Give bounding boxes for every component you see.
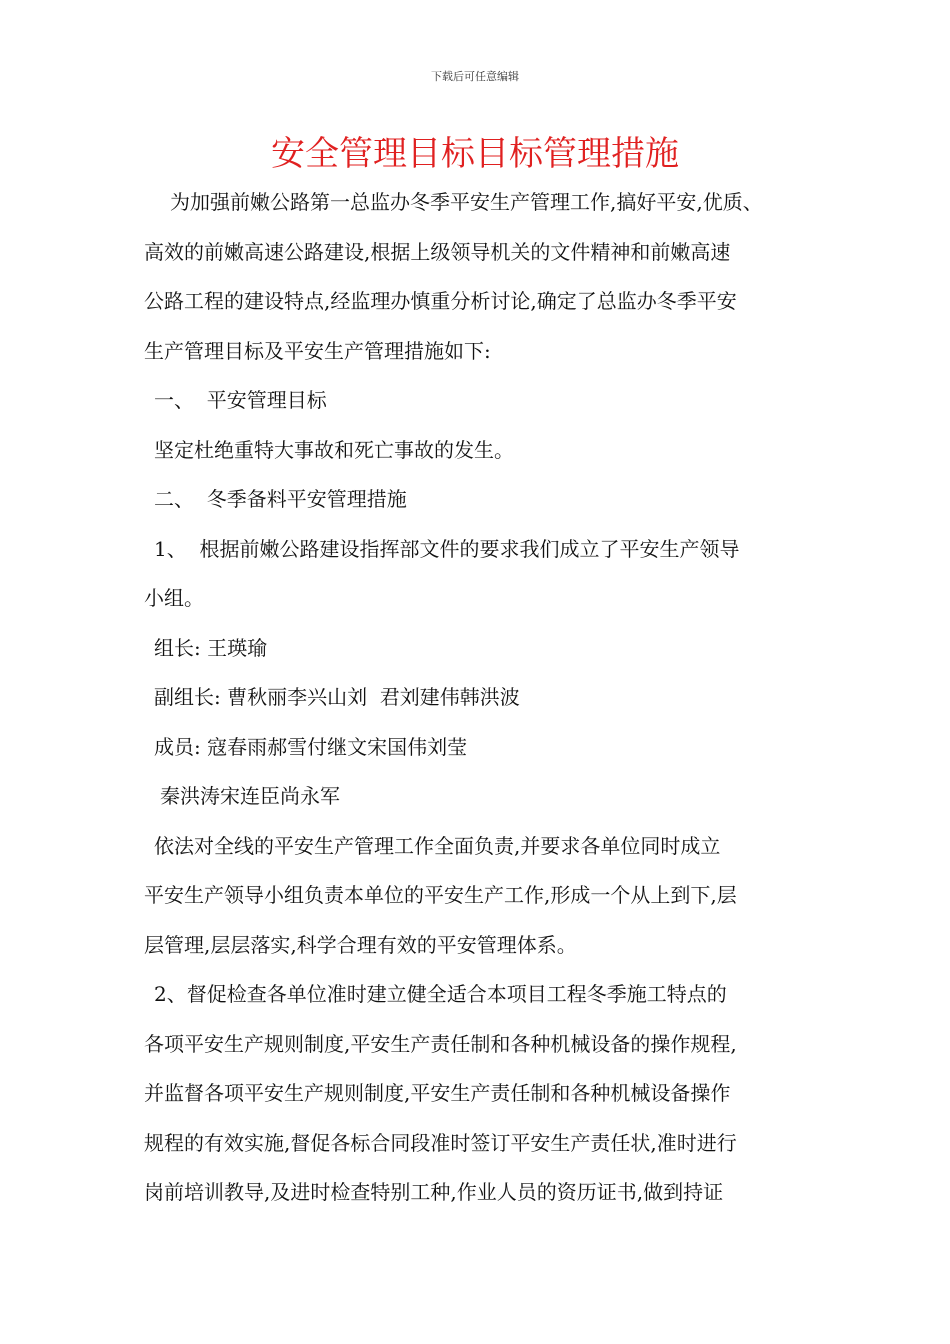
team-deputy-leaders: 副组长: 曹秋丽李兴山刘 君刘建伟韩洪波 — [154, 685, 520, 709]
paragraph-line: 层管理,层层落实,科学合理有效的平安管理体系。 — [144, 932, 577, 957]
paragraph-line: 小组。 — [144, 586, 204, 610]
section-heading-1: 一、 平安管理目标 — [154, 388, 327, 412]
team-leader: 组长: 王瑛瑜 — [154, 635, 268, 660]
paragraph-line: 公路工程的建设特点,经监理办慎重分析讨论,确定了总监办冬季平安 — [144, 289, 737, 313]
section-heading-2: 二、 冬季备料平安管理措施 — [154, 487, 407, 511]
numbered-item-1: 1、 根据前嫩公路建设指挥部文件的要求我们成立了平安生产领导 — [154, 536, 740, 561]
document-title: 安全管理目标目标管理措施 — [271, 134, 679, 174]
paragraph-line: 规程的有效实施,督促各标合同段准时签订平安生产责任状,准时进行 — [144, 1130, 737, 1155]
paragraph-line: 生产管理目标及平安生产管理措施如下: — [144, 338, 491, 363]
paragraph-line: 岗前培训教导,及进时检查特别工种,作业人员的资历证书,做到持证 — [144, 1180, 724, 1204]
numbered-item-2: 2、督促检查各单位准时建立健全适合本项目工程冬季施工特点的 — [154, 982, 727, 1006]
paragraph-line: 为加强前嫩公路第一总监办冬季平安生产管理工作,搞好平安,优质、 — [170, 190, 763, 214]
document-body — [144, 178, 824, 1218]
team-members-continued: 秦洪涛宋连臣尚永军 — [160, 784, 340, 808]
paragraph-line: 坚定杜绝重特大事故和死亡事故的发生。 — [154, 437, 514, 462]
paragraph-line: 依法对全线的平安生产管理工作全面负责,并要求各单位同时成立 — [154, 833, 721, 858]
paragraph-line: 各项平安生产规则制度,平安生产责任制和各种机械设备的操作规程, — [144, 1031, 737, 1056]
paragraph-line: 平安生产领导小组负责本单位的平安生产工作,形成一个从上到下,层 — [144, 883, 737, 907]
paragraph-line: 高效的前嫩高速公路建设,根据上级领导机关的文件精神和前嫩高速 — [144, 239, 731, 264]
team-members: 成员: 寇春雨郝雪付继文宋国伟刘莹 — [154, 734, 468, 759]
paragraph-line: 并监督各项平安生产规则制度,平安生产责任制和各种机械设备操作 — [144, 1081, 731, 1105]
header-note: 下载后可任意编辑 — [431, 70, 519, 83]
